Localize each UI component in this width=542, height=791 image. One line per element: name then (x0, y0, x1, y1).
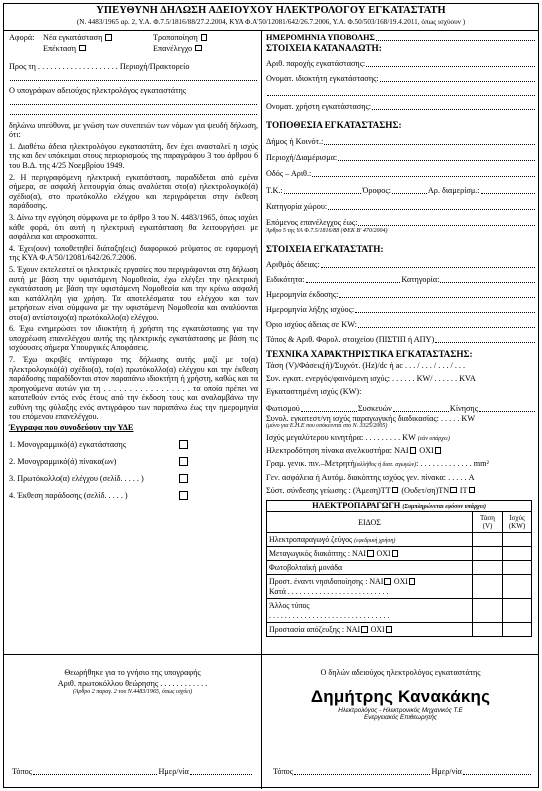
license-category-label: Κατηγορία: (401, 274, 440, 284)
decoupling-no-checkbox[interactable] (386, 626, 393, 633)
owner-name-label: Ονοματ. ιδιοκτήτη εγκατάστασης: (266, 74, 379, 84)
power-limit-field[interactable] (358, 321, 535, 328)
elevator-no-label: ΟΧΙ (419, 446, 434, 455)
production-power-field[interactable]: Συνολ. εγκατεστ/νη ισχύς παραγωγικής διαδικασίας: . . . . . KW (266, 413, 476, 423)
transfer-switch-power-cell[interactable] (503, 547, 532, 561)
installer-section-title: ΣΤΟΙΧΕΙΑ ΕΓΚΑΤΑΣΤΑΤΗ: (266, 243, 384, 254)
statement-4: 4. Έχει(ουν) τοποθετηθεί διάταξη(εις) διαφορικού ρεύματος σε εφαρμογή της ΚΥΑ Φ.Α'50/12081/642/26.7.2006. (9, 243, 258, 263)
floor-label: Όροφος: (362, 186, 391, 196)
statement-7: 7. Έχω ακριβές αντίγραφο της δήλωσης αυτής μαζί με το(α) ηλεκτρολογικό(ά) σχέδιο(α), το(α) πρωτόκολλο(α) ελέγχου και την έκθεση παράδοσης παραδίδονται στον παραπάνω ιδιοκτήτη ή χρήστη, καθώς και τα προηγούμενα αυτών για τη . . . . . . . . . . . . . . . . . τα οποία πρέπει να κατατεθούν εντός ενός έτους από την έκδοση τους και αναλαμβάνω την ευθύνη της φύλαξης ενός αντιγράφου των παραπάνω έως την ημερομηνία του επόμενου επανελέγχου. (9, 355, 258, 422)
grounding-it-label: IT (459, 485, 468, 495)
option-new: Νέα εγκατάσταση (43, 33, 103, 42)
option-modification: Τροποποίηση (153, 33, 198, 42)
other-type-field[interactable]: . . . . . . . . . . . . . . . . . . . . . . . . . . . . . . . (269, 610, 390, 620)
attachment-2-checkbox[interactable] (179, 457, 188, 466)
footer (4, 654, 538, 789)
generation-title: ΗΛΕΚΤΡΟΠΑΡΑΓΩΓΗ (312, 501, 401, 511)
right-place-field[interactable] (294, 768, 430, 775)
tax-office-label: Τόπος & Αριθ. Φορολ. στοιχείου (ΠΙΣΤΙΠ ή ΑΠΥ) (266, 334, 435, 344)
right-date-label: Ημερ/νία (431, 767, 462, 776)
attachment-4-checkbox[interactable] (179, 491, 188, 500)
municipality-field[interactable] (324, 138, 535, 145)
license-category-field[interactable] (440, 276, 535, 283)
next-check-field[interactable] (358, 219, 535, 226)
header-divider (4, 30, 538, 31)
signer-name-field[interactable] (10, 98, 257, 105)
pv-voltage-cell[interactable] (473, 561, 503, 575)
owner-name-field-2[interactable] (267, 89, 535, 96)
specialty-label: Ειδικότητα: (266, 274, 305, 284)
generator-power-cell[interactable] (503, 533, 532, 547)
column-divider (261, 30, 262, 654)
installed-power-label: Εγκαταστημένη ισχύς (KW): (266, 387, 362, 397)
checkbox-extension[interactable] (79, 45, 86, 52)
form-title: ΥΠΕΥΘΥΝΗ ΔΗΛΩΣΗ ΑΔΕΙΟΥΧΟΥ ΗΛΕΚΤΡΟΛΟΓΟΥ ΕΓΚΑΤΑΣΤΑΤΗ (96, 5, 446, 16)
islanding-no-checkbox[interactable] (409, 578, 416, 585)
footer-left (4, 654, 261, 789)
postal-code-field[interactable] (284, 187, 362, 194)
form-legal-reference: (Ν. 4483/1965 αρ. 2, Υ.Α. Φ.7.5/1816/88/27.2.2004, ΚΥΑ Φ.Α'50/12081/642/26.7.2006, Υ.Α. Φ.50/503/168/19.4.2011, όπως ισχύουν ) (76, 18, 466, 27)
expiry-date-label: Ημερομηνία λήξης ισχύος: (266, 304, 355, 314)
option-extension: Επέκταση (43, 43, 76, 53)
attachment-3: 3. Πρωτόκολλο(α) ελέγχου (σελίδ. . . . . ) (9, 474, 144, 484)
attachment-1-checkbox[interactable] (179, 440, 188, 449)
submission-date-field[interactable] (376, 34, 535, 41)
grounding-it-checkbox[interactable] (469, 487, 476, 494)
stamp-name: Δημήτρης Κανακάκης (310, 686, 491, 706)
islanding-no-label: ΟΧΙ (393, 577, 408, 587)
tech-section-title: ΤΕΧΝΙΚΑ ΧΑΡΑΚΤΗΡΙΣΤΙΚΑ ΕΓΚΑΤΑΣΤΑΣΗΣ: (266, 348, 473, 359)
islanding-label: Προστ. έναντι νησιδοποίησης : ΝΑΙ (269, 577, 384, 587)
pv-power-cell[interactable] (503, 561, 532, 575)
generator-voltage-cell[interactable] (473, 533, 503, 547)
option-recheck: Επανέλεγχο (153, 43, 193, 53)
left-place-label: Τόπος (12, 767, 33, 776)
other-type-voltage-cell[interactable] (473, 599, 503, 623)
statement-2: 2. Η περιγραφόμενη ηλεκτρική εγκατάσταση, παραδίδεται από εμένα σήμερα, σε ασφαλή λειτουργία όπως αναλύεται στο(α) ηλεκτρολογικό(ά) σχέδιο(α), στο πρωτόκολλο ελέγχου και περιγράφεται στην έκθεση παράδοσης. (9, 172, 258, 211)
to-office-field[interactable]: Προς τη . . . . . . . . . . . . . . . . . . . . Περιοχή/Πρακτορείο (9, 62, 190, 72)
supply-number-field[interactable] (366, 60, 535, 67)
other-type-row (267, 599, 473, 623)
max-motor-field[interactable]: Ισχύς μεγαλύτερου κινητήρα: . . . . . . . . . KW (266, 432, 416, 442)
stamp-title: Ηλεκτρολόγος - Ηλεκτρονικός Μηχανικός Τ.Ε (338, 706, 463, 714)
stamp-subtitle: Ενεργειακός Επιθεωρητής (364, 714, 437, 722)
elevator-no-checkbox[interactable] (435, 447, 442, 454)
elevator-yes-label: ΝΑΙ (394, 446, 409, 455)
space-category-field[interactable] (328, 203, 535, 210)
submission-date-label: ΗΜΕΡΟΜΗΝΙΑ ΥΠΟΒΟΛΗΣ (266, 33, 375, 43)
col-kind: ΕΙΔΟΣ (267, 512, 473, 533)
other-type-power-cell[interactable] (503, 599, 532, 623)
decoupling-power-cell[interactable] (503, 623, 532, 637)
site-section-title: ΤΟΠΟΘΕΣΙΑ ΕΓΚΑΤΑΣΤΑΣΗΣ: (266, 119, 402, 130)
decoupling-label: Προστασία απόζευξης : ΝΑΙ (269, 625, 361, 635)
transfer-switch-no-label: ΟΧΙ (376, 549, 391, 559)
grounding-label: Σύστ. σύνδεσης γείωσης : (Άμεση)TT (266, 485, 391, 495)
decoupling-voltage-cell[interactable] (473, 623, 503, 637)
decoupling-no-label: ΟΧΙ (370, 625, 385, 635)
transfer-switch-row (267, 547, 473, 561)
checkbox-modification[interactable] (201, 34, 208, 41)
checkbox-new[interactable] (105, 34, 112, 41)
decoupling-row (267, 623, 473, 637)
license-number-field[interactable] (321, 261, 536, 268)
statement-1: 1. Διαθέτω άδεια ηλεκτρολόγου εγκαταστάτη, δεν έχει ανασταλεί η ισχύς της και δεν υπόκειμαι στους περιορισμούς της παραγράφου 3 του άρθρου 6 του Β.Δ. της 4/25 Νοεμβρίου 1949. (9, 142, 258, 170)
left-date-field[interactable] (190, 768, 252, 775)
user-name-label: Ονοματ. χρήστη εγκατάστασης: (266, 102, 371, 112)
lighting-field[interactable] (301, 405, 357, 412)
supply-number-label: Αριθ. παροχής εγκατάστασης: (266, 59, 366, 69)
verification-law-note: (Άρθρο 2 παραγ. 2 του Ν.4483/1965, όπως ισχύει) (72, 689, 193, 696)
owner-name-field[interactable] (380, 75, 535, 82)
right-place-label: Τόπος (273, 767, 294, 776)
other-type-label: Άλλος τύπος (269, 601, 310, 611)
appliances-field[interactable] (393, 405, 449, 412)
grounding-tt-checkbox[interactable] (392, 487, 399, 494)
issue-date-label: Ημερομηνία έκδοσης: (266, 289, 339, 299)
generator-label: Ηλεκτροπαραγωγό ζεύγος (269, 534, 353, 544)
transfer-switch-no-checkbox[interactable] (392, 550, 399, 557)
generator-row-label (267, 533, 473, 547)
area-label: Περιοχή/Διαμέρισμα: (266, 153, 338, 163)
subject-row (9, 33, 258, 53)
generation-table-title (267, 501, 532, 512)
user-name-field[interactable] (372, 103, 535, 110)
office-dots[interactable] (10, 74, 257, 81)
license-number-label: Αριθμός άδειας: (266, 259, 320, 269)
generation-table (266, 500, 532, 637)
next-check-label: Επόμενος επανέλεγχος έως: (266, 218, 358, 228)
statement-5: 5. Έχουν εκτελεστεί οι ηλεκτρικές εργασίες που περιγράφονται στη δήλωση αυτή με βάση την υφιστάμενη Νομοθεσία, έχω ελέγξει την ηλεκτρική εγκατάσταση με βάση την υφιστάμενη Νομοθεσία και την κρίνω ασφαλή και κατάλληλη για χρήση. Τα αποτελέσματα του ελέγχου και των μετρήσεων είναι σύμφωνα με την υφιστάμενη Νομοθεσία και αναλύονται στο(α) αντίστοιχο(α) πρωτόκολλο(α) ελέγχου. (9, 265, 258, 322)
section-field[interactable]: : . . . . . . . . . . . . . mm² (416, 459, 489, 469)
municipality-label: Δήμος ή Κοινότ.: (266, 137, 324, 147)
floor-field[interactable] (392, 187, 427, 194)
elevator-board-label: Ηλεκτροδότηση πίνακα ανελκυστήρα: (266, 446, 393, 455)
islanding-power-cell[interactable] (503, 575, 532, 599)
apartment-label: Αρ. διαμερίσμ.: (427, 186, 480, 196)
pv-unit-label: Φωτοβολταϊκή μονάδα (267, 561, 473, 575)
transfer-switch-label: Μεταγωγικός διακόπτης : ΝΑΙ (269, 549, 367, 559)
voltage-field[interactable]: Τάση (V)/Φάσεις(ή)/Συχνότ. (Hz)/dc ή ac . . . / . . . / . . . / . . . (266, 360, 466, 370)
declaration-form (3, 3, 539, 788)
footer-right (261, 654, 540, 789)
subject-label: Αφορά: (9, 33, 35, 42)
grounding-tn-label: (Ουδετ/ση)TN (401, 485, 450, 495)
area-field[interactable] (338, 154, 535, 161)
space-category-label: Κατηγορία χώρου: (266, 202, 328, 212)
islanding-yes-checkbox[interactable] (384, 578, 391, 585)
verification-text: Θεωρήθηκε για το γνήσιο της υπογραφής (64, 668, 201, 677)
transfer-switch-voltage-cell[interactable] (473, 547, 503, 561)
street-label: Οδός – Αριθ.: (266, 169, 312, 179)
signer-label: Ο υπογράφων αδειούχος ηλεκτρολόγος εγκαταστάτης (9, 86, 187, 96)
next-check-note: Άρθρο 5 της ΥΑ Φ.7.5/1816/88 (ΦΕΚ Β' 470/2004) (266, 227, 388, 234)
left-date-label: Ημερ/νία (158, 767, 189, 776)
grounding-tn-checkbox[interactable] (450, 487, 457, 494)
elevator-yes-checkbox[interactable] (410, 447, 417, 454)
street-field[interactable] (312, 170, 535, 177)
attachment-2: 2. Μονογραμμικό(ά) πίνακα(ων) (9, 457, 117, 467)
right-column (266, 32, 536, 637)
transfer-switch-yes-checkbox[interactable] (367, 550, 374, 557)
stamp (261, 687, 540, 722)
max-motor-note: (εάν υπάρχει) (417, 435, 450, 442)
checkbox-recheck[interactable] (195, 45, 202, 52)
islanding-voltage-cell[interactable] (473, 575, 503, 599)
signer-name-field-2[interactable] (10, 108, 257, 115)
tax-office-field[interactable] (435, 336, 535, 343)
attachment-4: 4. Έκθεση παράδοσης (σελίδ. . . . . ) (9, 491, 128, 501)
power-limit-label: Όριο ισχύος άδειας σε KW: (266, 319, 357, 329)
motion-field[interactable] (479, 405, 535, 412)
form-header (4, 4, 538, 30)
right-date-field[interactable] (463, 768, 531, 775)
attachment-1: 1. Μονογραμμικό(ά) εγκατάστασης (9, 440, 127, 450)
specialty-field[interactable] (306, 276, 401, 283)
generator-note: (εφεδρική χρήση) (354, 537, 396, 544)
statement-3: 3. Δίνω την εγγύηση σύμφωνα με το άρθρο 3 του Ν. 4483/1965, όπως ισχύει κάθε φορά, ότι αυτή η ηλεκτρική εγκατάσταση θα λειτουργήσει με ασφάλεια και απροσκοπτα. (9, 213, 258, 242)
col-power: Ισχύς (KW) (503, 512, 532, 533)
left-place-field[interactable] (33, 768, 157, 775)
decoupling-yes-checkbox[interactable] (361, 626, 368, 633)
attachment-3-checkbox[interactable] (179, 474, 188, 483)
postal-code-label: Τ.Κ.: (266, 186, 283, 196)
main-protection-field[interactable]: Γεν. ασφάλεια ή Αυτόμ. διακόπτης ισχύος γεν. πίνακα: . . . . . A (266, 472, 475, 482)
issue-date-field[interactable] (339, 291, 535, 298)
apparent-power-field[interactable]: Συν. εγκατ. ενεργός/φαινόμενη ισχύς: . . . . . . KW/ . . . . . . KVA (266, 373, 476, 383)
expiry-date-field[interactable] (355, 306, 535, 313)
intro-text: δηλώνω υπεύθυνα, με γνώση των συνεπειών των νόμων για ψευδή δήλωση, ότι: (9, 120, 258, 140)
attachments-title: Έγγραφα που συνοδεύουν την ΥΔΕ (9, 423, 134, 433)
generation-title-note: (Συμπληρώνεται εφόσον υπάρχει) (402, 504, 486, 511)
declarant-label: Ο δηλών αδειούχος ηλεκτρολόγος εγκαταστάτης (320, 668, 481, 677)
apartment-field[interactable] (481, 187, 535, 194)
section-note: (αλλήθος ή διατ. αγωγών) (354, 462, 417, 469)
statement-6: 6. Έχω ενημερώσει τον ιδιοκτήτη ή χρήστη της εγκατάστασης για την υποχρέωση επανελέγχου αυτής της ηλεκτρικής εγκατάστασης με βάση τις ισχύουσες σήμερα Υπουργικές Αποφάσεις. (9, 324, 258, 353)
col-voltage: Τάση (V) (473, 512, 503, 533)
islanding-row (267, 575, 473, 599)
production-power-note: (μόνο για Ε.Η.Ε που υπόκεινται στο Ν. 3325/2005) (266, 422, 388, 429)
motion-label: Κίνησης (449, 404, 478, 414)
lighting-label: Φωτισμού (266, 404, 300, 414)
verification-protocol-field[interactable]: Αριθ. πρωτοκόλλου θεώρησης . . . . . . . . . . . . (57, 678, 208, 688)
consumer-section-title: ΣΤΟΙΧΕΙΑ ΚΑΤΑΝΑΛΩΤΗ: (266, 43, 382, 53)
left-column (9, 32, 258, 504)
islanding-standard-field[interactable]: Κατά . . . . . . . . . . . . . . . . . . . . . . . . . . (269, 586, 389, 596)
section-label: Γραμ. γενικ. πιν.–Μετρητή (266, 459, 355, 469)
appliances-label: Συσκευών (357, 404, 392, 414)
